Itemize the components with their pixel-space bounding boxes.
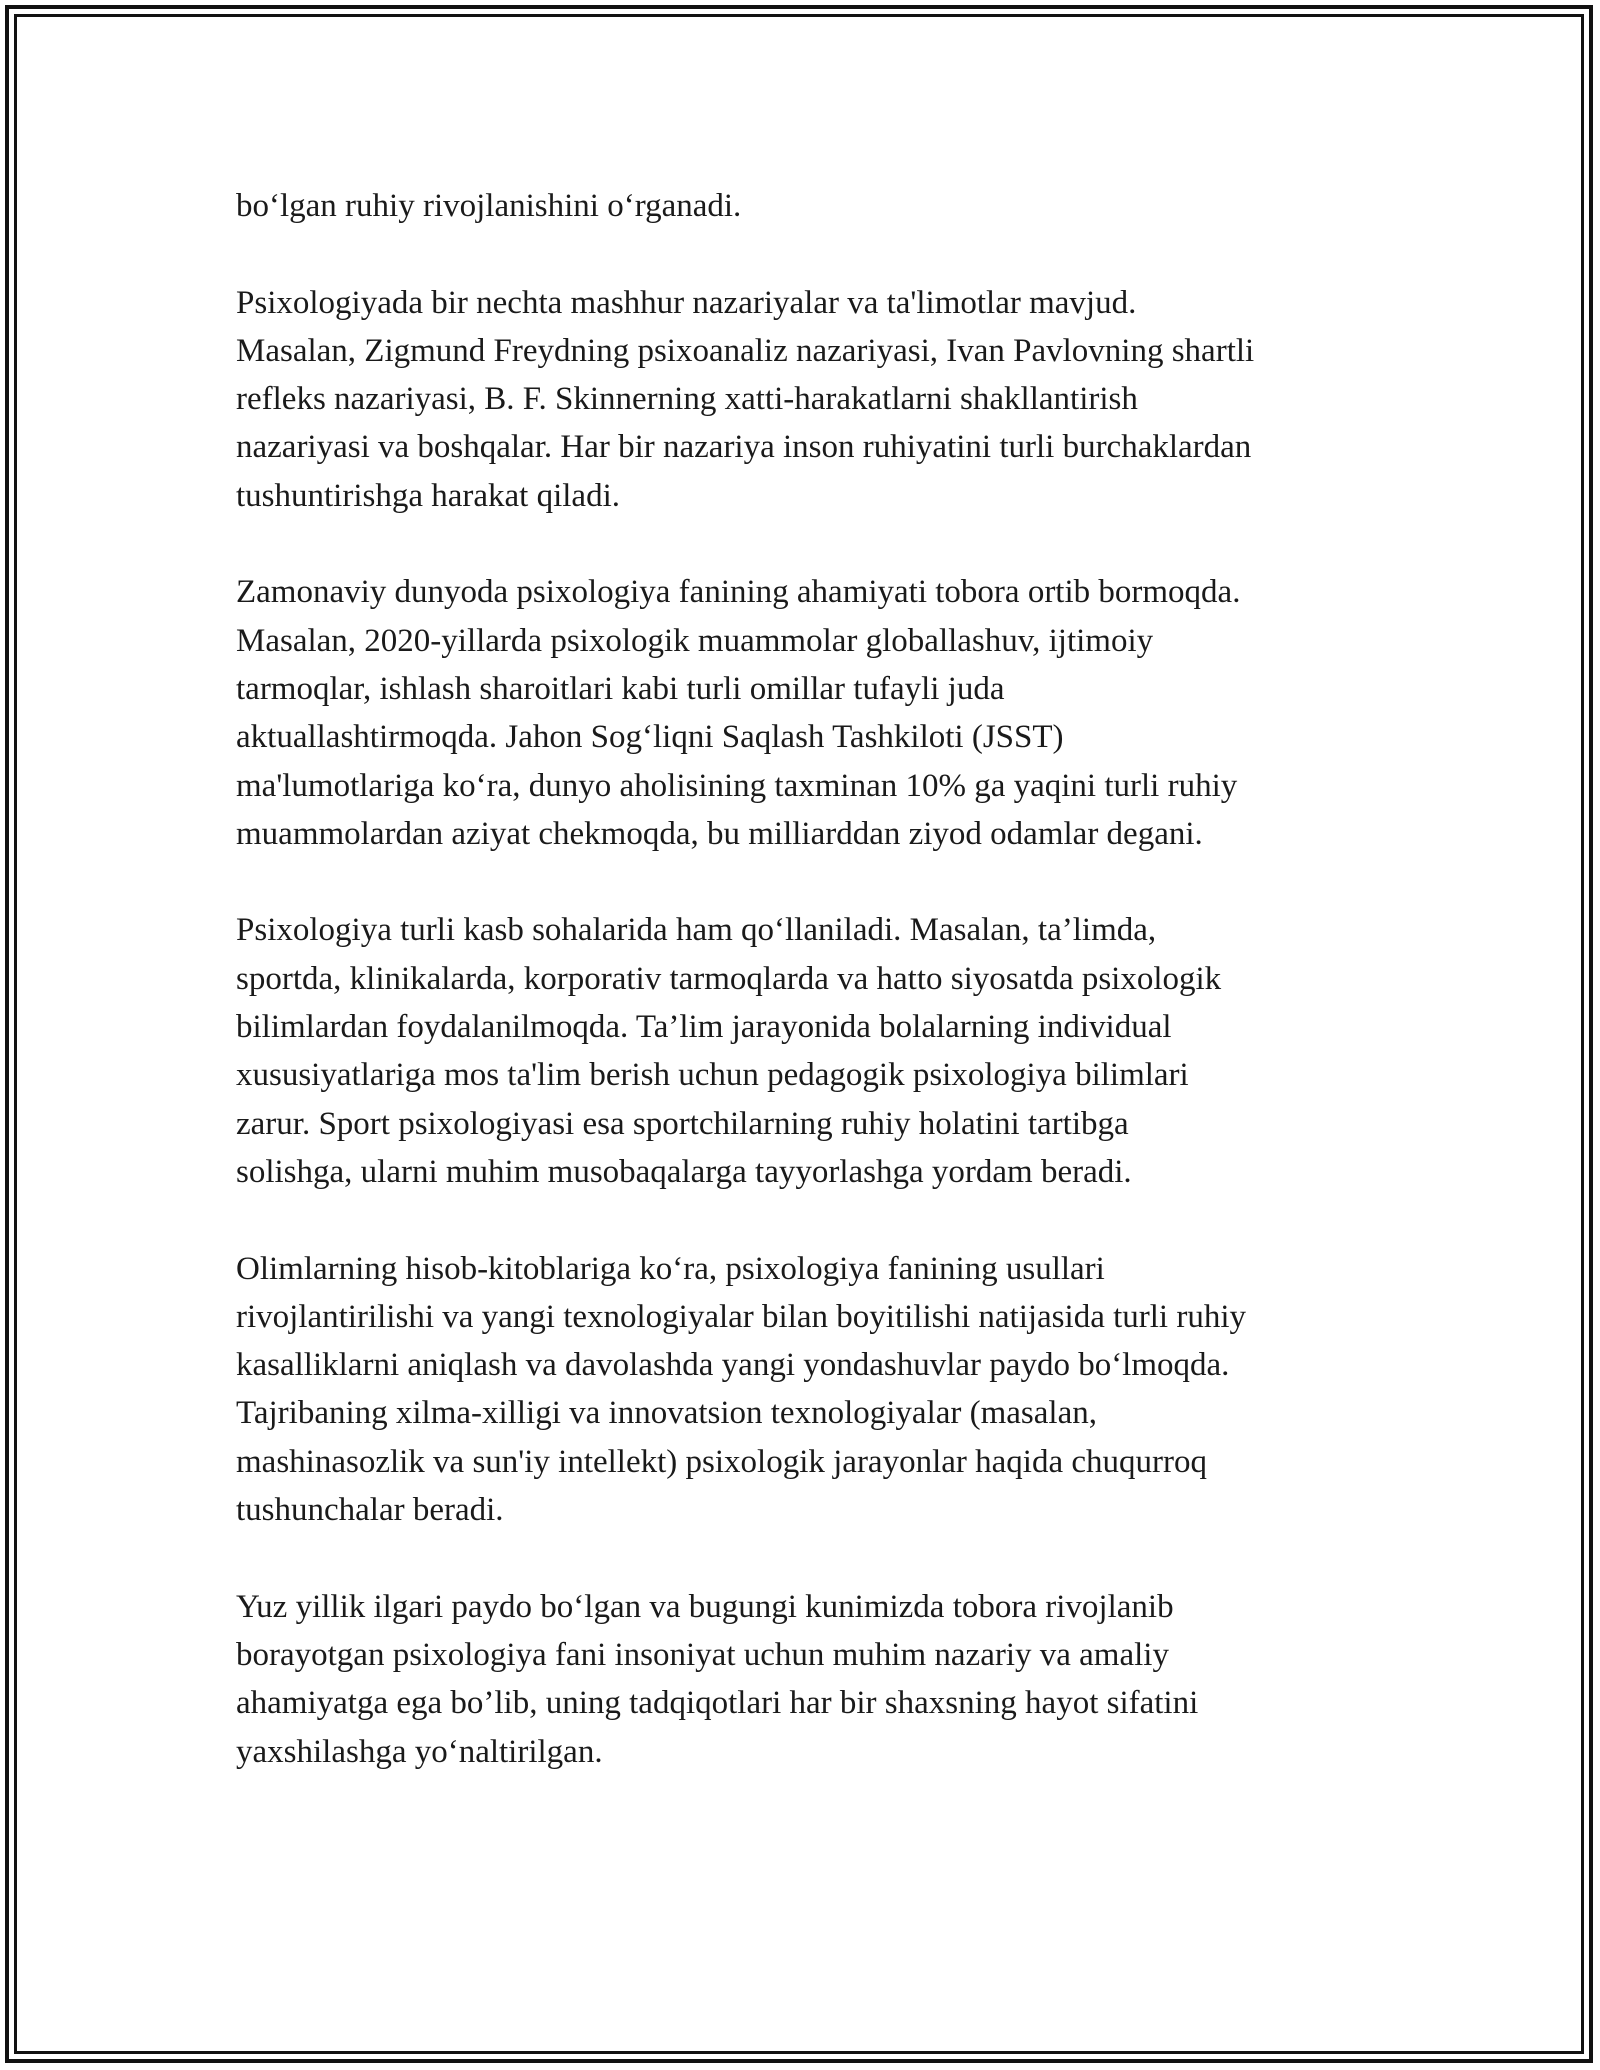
document-body: [236, 182, 1396, 1824]
paragraph-scientific-methods: Olimlarning hisob-kitoblariga ko‘ra, psixologiya fanining usullari rivojlantirilishi va yangi texnologiyalar bilan boyitilishi natijasida turli ruhiy kasalliklarni aniqlash va davolashda yangi yondashuvlar paydo bo‘lmoqda. Tajribaning xilma-xilligi va innovatsion texnologiyalar (masalan, mashinasozlik va sun'iy intellekt) psixologik jarayonlar haqida chuqurroq tushunchalar beradi.: [236, 1250, 1246, 1529]
paragraph-applications: Psixologiya turli kasb sohalarida ham qo‘llaniladi. Masalan, ta’limda, sportda, klinikalarda, korporativ tarmoqlarda va hatto siyosatda psixologik bilimlardan foydalanilmoqda. Ta’lim jarayonida bolalarning individual xususiyatlariga mos ta'lim berish uchun pedagogik psixologiya bilimlari zarur. Sport psixologiyasi esa sportchilarning ruhiy holatini tartibga solishga, ularni muhim musobaqalarga tayyorlashga yordam beradi.: [236, 912, 1222, 1190]
paragraph-continuation: bo‘lgan ruhiy rivojlanishini o‘rganadi.: [236, 188, 742, 224]
paragraph-modern-importance: Zamonaviy dunyoda psixologiya fanining ahamiyati tobora ortib bormoqda. Masalan, 2020-yillarda psixologik muammolar globallashuv, ijtimoiy tarmoqlar, ishlash sharoitlari kabi turli omillar tufayli juda aktuallashtirmoqda. Jahon Sog‘liqni Saqlash Tashkiloti (JSST) ma'lumotlariga ko‘ra, dunyo aholisining taxminan 10% ga yaqini turli ruhiy muammolardan aziyat chekmoqda, bu milliarddan ziyod odamlar degani.: [236, 574, 1241, 852]
paragraph-conclusion: Yuz yillik ilgari paydo bo‘lgan va bugungi kunimizda tobora rivojlanib borayotgan psixologiya fani insoniyat uchun muhim nazariy va amaliy ahamiyatga ega bo’lib, uning tadqiqotlari har bir shaxsning hayot sifatini yaxshilashga yo‘naltirilgan.: [236, 1588, 1199, 1770]
paragraph-theories: Psixologiyada bir nechta mashhur nazariyalar va ta'limotlar mavjud. Masalan, Zigmund Freydning psixoanaliz nazariyasi, Ivan Pavlovning shartli refleks nazariyasi, B. F. Skinnerning xatti-harakatlarni shakllantirish nazariyasi va boshqalar. Har bir nazariya inson ruhiyatini turli burchaklardan tushuntirishga harakat qiladi.: [236, 284, 1255, 514]
